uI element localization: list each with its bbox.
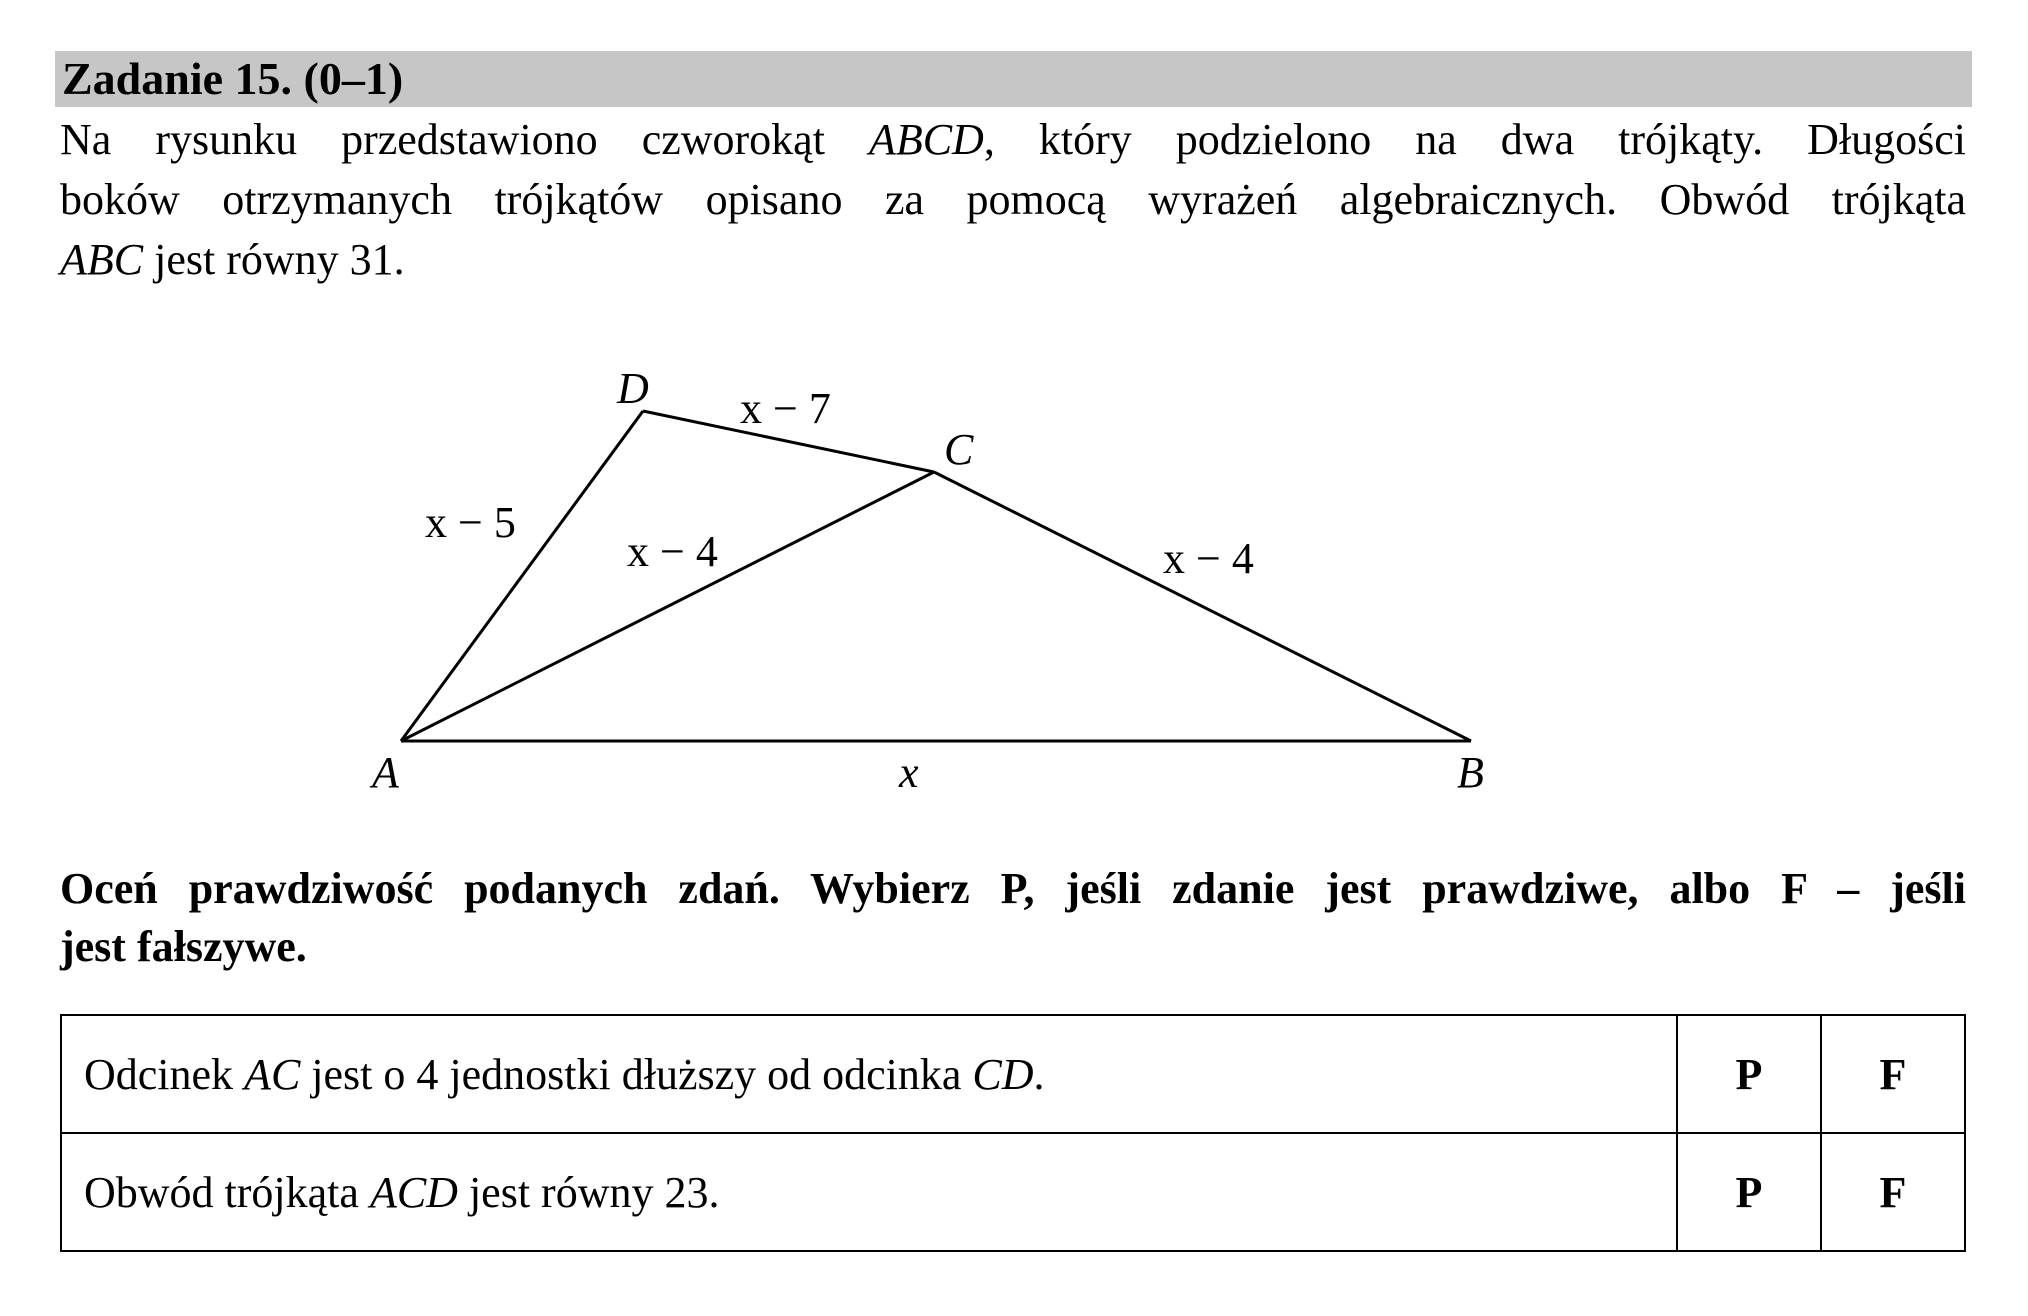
segment-name: CD — [972, 1049, 1034, 1099]
instruction-line-1: Oceń prawdziwość podanych zdań. Wybierz P, jeśli zdanie jest prawdziwe, albo F – jeśli — [60, 864, 1966, 913]
vertex-label-d: D — [617, 364, 649, 413]
side-label-dc: x − 7 — [740, 384, 831, 433]
side-label-ad: x − 5 — [425, 498, 516, 547]
intro-line-2: boków otrzymanych trójkątów opisano za pomocą wyrażeń algebraicznych. Obwód trójkąta — [60, 175, 1966, 224]
side-label-cb: x − 4 — [1163, 534, 1254, 583]
intro-text: jest równy 31. — [143, 235, 405, 284]
true-option[interactable]: P — [1677, 1015, 1821, 1133]
triangle-name: ACD — [369, 1167, 458, 1217]
statement-text — [61, 1133, 1677, 1251]
statement-fragment: . — [1033, 1049, 1045, 1099]
true-option[interactable]: P — [1677, 1133, 1821, 1251]
false-option[interactable]: F — [1821, 1015, 1965, 1133]
task-title: Zadanie 15. (0–1) — [62, 53, 404, 104]
statement-fragment: jest o 4 jednostki dłuższy od odcinka — [300, 1049, 973, 1099]
side-label-ab: x — [899, 748, 919, 797]
segment-cb — [934, 472, 1471, 741]
false-option[interactable]: F — [1821, 1133, 1965, 1251]
intro-text: Na rysunku przedstawiono czworokąt — [60, 115, 869, 164]
statement-fragment: jest równy 23. — [457, 1167, 720, 1217]
statement-text — [61, 1015, 1677, 1133]
statement-row — [61, 1015, 1965, 1133]
statement-fragment: Odcinek — [84, 1049, 245, 1099]
intro-text: , który podzielono na dwa trójkąty. Długości — [983, 115, 1966, 164]
true-false-table — [60, 1014, 1966, 1252]
vertex-label-c: C — [944, 425, 974, 474]
triangle-name: ABC — [60, 235, 144, 284]
side-label-ac: x − 4 — [627, 527, 718, 576]
statement-row — [61, 1133, 1965, 1251]
task-instruction — [60, 860, 1966, 976]
vertex-label-a: A — [372, 748, 399, 797]
statement-fragment: Obwód trójkąta — [84, 1167, 370, 1217]
segment-name: AC — [244, 1049, 301, 1099]
segment-ad — [401, 411, 643, 741]
vertex-label-b: B — [1457, 748, 1484, 797]
instruction-line-2: jest fałszywe. — [60, 922, 307, 971]
quadrilateral-name: ABCD — [868, 115, 984, 164]
